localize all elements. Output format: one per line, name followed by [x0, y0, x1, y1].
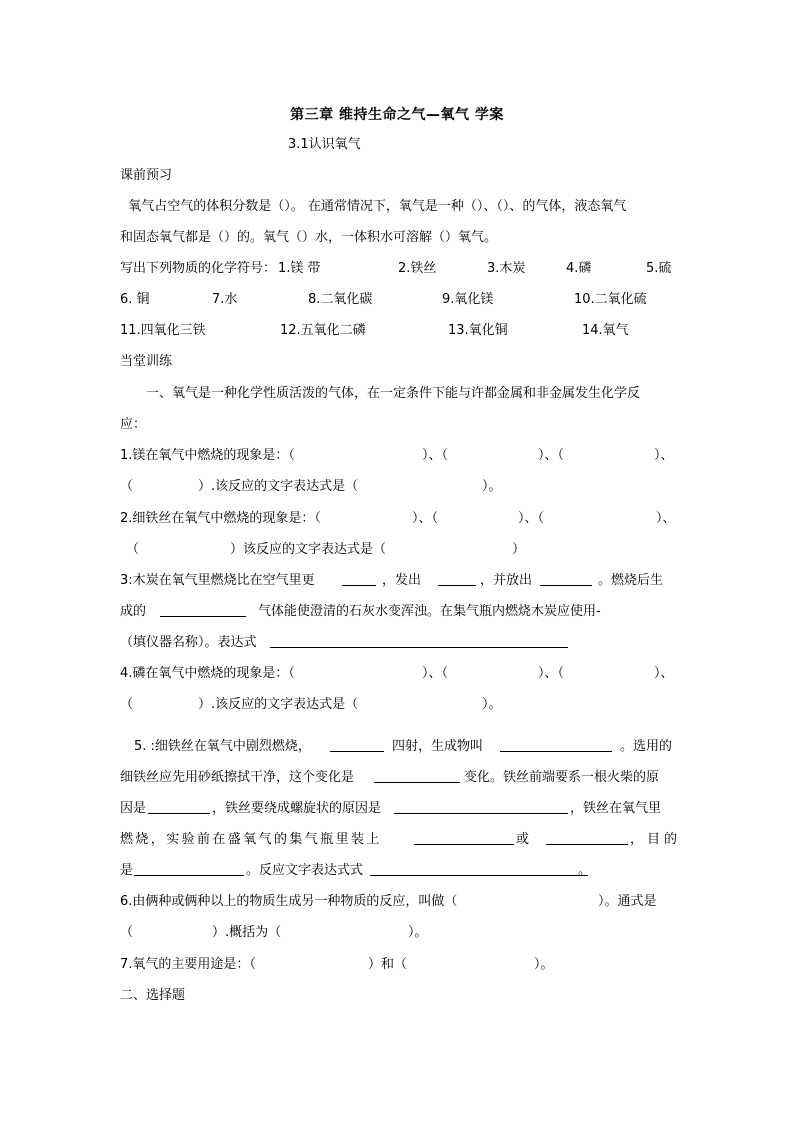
formula-row-2	[120, 290, 676, 310]
question-text: 。	[578, 863, 592, 878]
preview-heading: 课前预习	[120, 168, 173, 183]
blank-underline	[438, 571, 476, 586]
formula-item: 1.镁 带	[278, 261, 321, 276]
blank-underline	[374, 768, 460, 783]
question-7-line-1	[120, 955, 676, 975]
question-5-line-3	[120, 799, 676, 819]
blank-underline	[270, 633, 568, 648]
blank-underline	[330, 737, 384, 752]
question-text: 。燃烧后生	[598, 573, 664, 588]
formula-item: 10.二氧化硫	[574, 292, 647, 307]
question-2-line-2	[120, 540, 676, 560]
question-text: 细铁丝应先用砂纸擦拭干净，这个变化是	[120, 770, 355, 785]
question-text: ）、（	[538, 448, 565, 463]
question-text: 因是	[120, 801, 147, 816]
question-text: ）、	[656, 511, 676, 526]
question-4-line-2	[120, 695, 676, 715]
formula-item: 2.铁丝	[398, 261, 437, 276]
formula-item: 11.四氧化三铁	[120, 323, 206, 338]
formula-item: 5.硫	[646, 261, 672, 276]
question-6-line-2	[120, 923, 676, 943]
question-6-line-1	[120, 892, 676, 912]
formula-item: 6. 铜	[120, 292, 150, 307]
formula-item: 8.二氧化碳	[308, 292, 373, 307]
question-text: ）。	[482, 697, 502, 712]
question-3-line-1	[120, 571, 676, 591]
question-text: 成的	[120, 604, 147, 619]
question-text: ）该反应的文字表达式是（	[230, 542, 387, 557]
question-3-line-3	[120, 633, 676, 653]
formula-item: 13.氧化铜	[448, 323, 508, 338]
section-subtitle: 3.1认识氧气	[288, 137, 361, 152]
question-5-line-4	[120, 830, 682, 850]
question-text: （	[120, 925, 134, 940]
question-text: （	[120, 697, 134, 712]
question-text: 燃烧，实验前在盛氧气的集气瓶里装上	[120, 832, 382, 847]
question-3-line-2	[120, 602, 676, 622]
question-text: 2.细铁丝在氧气中燃烧的现象是：（	[120, 511, 321, 526]
question-text: ）、（	[422, 666, 449, 681]
blank-underline	[546, 830, 628, 845]
question-text: ）.该反应的文字表达式是（	[198, 697, 359, 712]
blank-underline	[394, 799, 568, 814]
formula-item: 7.水	[212, 292, 238, 307]
question-text: ）、	[654, 666, 674, 681]
blank-underline	[134, 861, 244, 876]
question-text: ，铁丝在氧气里	[570, 801, 662, 816]
blank-underline	[540, 571, 592, 586]
question-text: ，发出	[382, 573, 422, 588]
formula-row-3	[120, 321, 676, 341]
question-1-line-1	[120, 446, 676, 466]
blank-underline	[414, 830, 514, 845]
question-text: ）、（	[518, 511, 545, 526]
question-text: （	[120, 479, 134, 494]
question-2-line-1	[120, 509, 676, 529]
preview-text-line-1: 氧气占空气的体积分数是（）。 在通常情况下，氧气是一种（）、（）、的气体，液态氧气	[120, 199, 627, 214]
question-text: 6.由俩种或俩种以上的物质生成另一种物质的反应，叫做（	[120, 894, 458, 909]
blank-underline	[342, 571, 376, 586]
question-text: ，铁丝要绕成螺旋状的原因是	[212, 801, 382, 816]
question-text: ）。	[534, 957, 554, 972]
question-text: 或	[516, 832, 530, 847]
practice-heading: 当堂训练	[120, 354, 173, 369]
question-text: （填仪器名称）。表达式	[120, 635, 257, 650]
question-text: 。反应文字表达式式	[246, 863, 364, 878]
practice-intro-line-1: 一、氧气是一种化学性质活泼的气体，在一定条件下能与许都金属和非金属发生化学反	[146, 386, 641, 401]
formula-row-1	[120, 259, 676, 279]
question-text: 变化。铁丝前端要系一根火柴的原	[464, 770, 660, 785]
question-text: 四射，生成物叫	[392, 739, 484, 754]
question-text: 气体能使澄清的石灰水变浑浊。在集气瓶内燃烧木炭应使用-	[258, 604, 601, 619]
section-2-heading: 二、选择题	[120, 988, 186, 1003]
document-title: 第三章 维持生命之气—氧气 学案	[290, 107, 504, 123]
question-5-line-1	[120, 737, 676, 757]
question-text: ）。	[482, 479, 502, 494]
question-1-line-2	[120, 477, 676, 497]
question-text: 7.氧气的主要用途是：（	[120, 957, 256, 972]
question-text: ）、	[654, 448, 674, 463]
question-text: ）、（	[422, 448, 449, 463]
question-text: ）。	[408, 925, 428, 940]
question-text: 3:木炭在氧气里燃烧比在空气里更	[120, 573, 315, 588]
question-4-line-1	[120, 664, 676, 684]
question-text: ，目的	[630, 832, 682, 847]
question-5-line-2	[120, 768, 676, 788]
blank-underline	[160, 602, 246, 617]
formula-item: 12.五氧化二磷	[280, 323, 366, 338]
question-text: ）、（	[538, 666, 565, 681]
practice-intro-line-2: 应：	[120, 417, 147, 432]
formula-item: 14.氧气	[582, 323, 629, 338]
question-text: 是	[120, 863, 134, 878]
question-text: 4.磷在氧气中燃烧的现象是：（	[120, 666, 295, 681]
question-text: ）.概括为（	[212, 925, 282, 940]
formula-item: 3.木炭	[487, 261, 526, 276]
question-text: （	[126, 542, 140, 557]
question-text: ）.该反应的文字表达式是（	[198, 479, 359, 494]
question-text: 5. :细铁丝在氧气中剧烈燃烧，	[134, 739, 311, 754]
question-text: ）	[512, 542, 526, 557]
question-text: ）、（	[412, 511, 439, 526]
question-text: ）。通式是	[598, 894, 657, 909]
blank-underline	[500, 737, 612, 752]
blank-underline	[370, 861, 588, 876]
question-text: 1.镁在氧气中燃烧的现象是：（	[120, 448, 295, 463]
question-5-line-5	[120, 861, 676, 881]
formula-item: 9.氧化镁	[442, 292, 494, 307]
blank-underline	[148, 799, 210, 814]
preview-text-line-2: 和固态氧气都是（）的。氧气（）水，一体积水可溶解（）氧气。	[120, 230, 498, 245]
question-text: 。选用的	[620, 739, 673, 754]
question-text: ，并放出	[480, 573, 533, 588]
formula-item: 4.磷	[566, 261, 592, 276]
formula-intro: 写出下列物质的化学符号：	[120, 261, 277, 276]
question-text: ）和（	[368, 957, 408, 972]
